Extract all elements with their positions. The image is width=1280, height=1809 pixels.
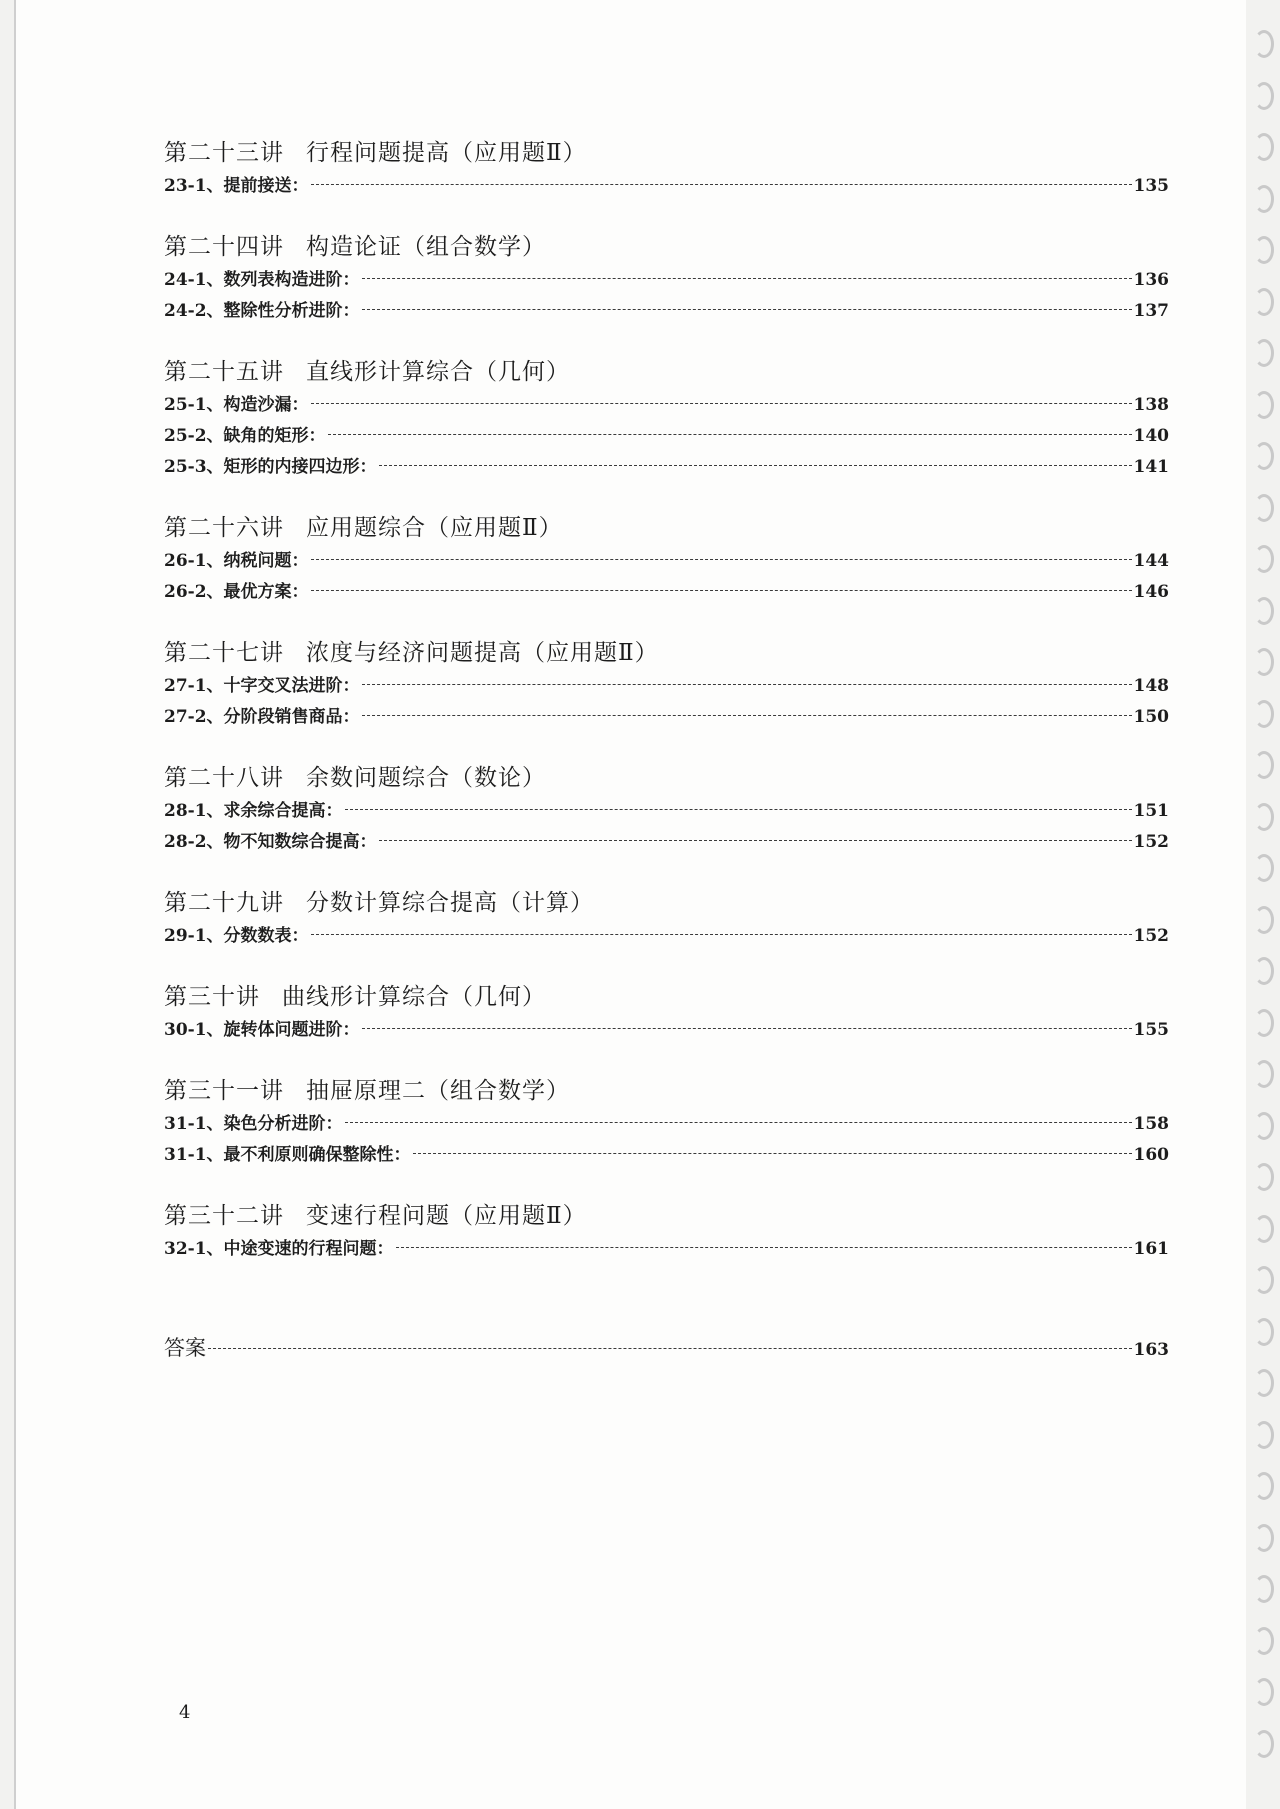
lecture-title: 抽屉原理二（组合数学） <box>306 1078 570 1104</box>
section-heading[interactable] <box>164 513 1169 543</box>
entry-label: 24-1、数列表构造进阶： <box>164 270 360 290</box>
toc-entry[interactable] <box>164 1015 1169 1046</box>
toc-entry[interactable] <box>164 1234 1169 1265</box>
entry-page-number: 151 <box>1133 801 1169 821</box>
table-of-contents <box>164 138 1169 1295</box>
lecture-title: 浓度与经济问题提高（应用题Ⅱ） <box>306 640 659 666</box>
entry-page-number: 155 <box>1133 1020 1169 1040</box>
toc-entry[interactable] <box>164 702 1169 733</box>
lecture-title: 直线形计算综合（几何） <box>306 359 570 385</box>
binding-ring <box>1254 1112 1274 1140</box>
toc-entry[interactable] <box>164 1109 1169 1140</box>
binding-ring <box>1254 1627 1274 1655</box>
section-heading[interactable] <box>164 982 1169 1012</box>
dot-leader <box>413 1153 1132 1154</box>
binding-ring <box>1254 1524 1274 1552</box>
binding-ring <box>1254 545 1274 573</box>
dot-leader <box>362 309 1132 310</box>
dot-leader <box>208 1348 1132 1349</box>
toc-entry[interactable] <box>164 546 1169 577</box>
binding-ring <box>1254 391 1274 419</box>
document-page <box>14 0 1246 1809</box>
lecture-title: 构造论证（组合数学） <box>306 234 546 260</box>
binding-ring <box>1254 803 1274 831</box>
binding-ring <box>1254 1472 1274 1500</box>
entry-page-number: 150 <box>1133 707 1169 727</box>
lecture-title: 分数计算综合提高（计算） <box>306 890 594 916</box>
dot-leader <box>362 684 1132 685</box>
binding-ring <box>1254 1575 1274 1603</box>
dot-leader <box>362 715 1132 716</box>
entry-page-number: 136 <box>1133 270 1169 290</box>
entry-label: 31-1、最不利原则确保整除性： <box>164 1145 411 1165</box>
toc-section <box>164 763 1169 858</box>
dot-leader <box>345 809 1132 810</box>
binding-ring <box>1254 700 1274 728</box>
lecture-title: 曲线形计算综合（几何） <box>282 984 546 1010</box>
binding-ring <box>1254 1215 1274 1243</box>
dot-leader <box>311 403 1132 404</box>
dot-leader <box>362 1028 1132 1029</box>
binding-ring <box>1254 1678 1274 1706</box>
lecture-title: 变速行程问题（应用题Ⅱ） <box>306 1203 587 1229</box>
binding-ring <box>1254 1421 1274 1449</box>
toc-section <box>164 638 1169 733</box>
lecture-number: 第三十二讲 <box>164 1203 284 1229</box>
entry-page-number: 158 <box>1133 1114 1169 1134</box>
section-heading[interactable] <box>164 888 1169 918</box>
entry-page-number: 138 <box>1133 395 1169 415</box>
binding-ring <box>1254 1369 1274 1397</box>
binding-ring <box>1254 82 1274 110</box>
binding-ring <box>1254 339 1274 367</box>
toc-section <box>164 888 1169 952</box>
entry-page-number: 152 <box>1133 926 1169 946</box>
section-heading[interactable] <box>164 138 1169 168</box>
toc-section <box>164 1201 1169 1265</box>
entry-label: 25-2、缺角的矩形： <box>164 426 326 446</box>
binding-ring <box>1254 494 1274 522</box>
entry-label: 25-1、构造沙漏： <box>164 395 309 415</box>
lecture-number: 第二十七讲 <box>164 640 284 666</box>
section-heading[interactable] <box>164 638 1169 668</box>
toc-entry[interactable] <box>164 390 1169 421</box>
section-heading[interactable] <box>164 1201 1169 1231</box>
binding-ring <box>1254 648 1274 676</box>
entry-page-number: 148 <box>1133 676 1169 696</box>
toc-entry[interactable] <box>164 796 1169 827</box>
dot-leader <box>362 278 1132 279</box>
lecture-title: 余数问题综合（数论） <box>306 765 546 791</box>
entry-label: 27-2、分阶段销售商品： <box>164 707 360 727</box>
toc-entry[interactable] <box>164 421 1169 452</box>
section-heading[interactable] <box>164 1076 1169 1106</box>
toc-entry[interactable] <box>164 827 1169 858</box>
entry-label: 30-1、旋转体问题进阶： <box>164 1020 360 1040</box>
entry-label: 24-2、整除性分析进阶： <box>164 301 360 321</box>
section-heading[interactable] <box>164 763 1169 793</box>
entry-label: 32-1、中途变速的行程问题： <box>164 1239 394 1259</box>
toc-entry[interactable] <box>164 1140 1169 1171</box>
entry-page-number: 144 <box>1133 551 1169 571</box>
answer-page-number: 163 <box>1133 1340 1169 1360</box>
entry-page-number: 146 <box>1133 582 1169 602</box>
entry-page-number: 161 <box>1133 1239 1169 1259</box>
toc-entry[interactable] <box>164 265 1169 296</box>
toc-answer-entry[interactable] <box>164 1331 1169 1365</box>
toc-entry[interactable] <box>164 171 1169 202</box>
entry-label: 28-2、物不知数综合提高： <box>164 832 377 852</box>
lecture-number: 第二十八讲 <box>164 765 284 791</box>
toc-section <box>164 982 1169 1046</box>
toc-section <box>164 513 1169 608</box>
section-heading[interactable] <box>164 232 1169 262</box>
binding-ring <box>1254 1318 1274 1346</box>
lecture-number: 第三十一讲 <box>164 1078 284 1104</box>
entry-page-number: 140 <box>1133 426 1169 446</box>
entry-page-number: 141 <box>1133 457 1169 477</box>
lecture-title: 行程问题提高（应用题Ⅱ） <box>306 140 587 166</box>
lecture-number: 第二十四讲 <box>164 234 284 260</box>
entry-label: 26-1、纳税问题： <box>164 551 309 571</box>
lecture-number: 第二十三讲 <box>164 140 284 166</box>
binding-ring <box>1254 1163 1274 1191</box>
binding-ring <box>1254 442 1274 470</box>
binding-ring <box>1254 957 1274 985</box>
answer-label: 答案 <box>164 1336 206 1360</box>
toc-entry[interactable] <box>164 671 1169 702</box>
dot-leader <box>396 1247 1132 1248</box>
binding-ring <box>1254 597 1274 625</box>
binding-ring <box>1254 236 1274 264</box>
toc-entry[interactable] <box>164 296 1169 327</box>
entry-page-number: 137 <box>1133 301 1169 321</box>
lecture-number: 第二十六讲 <box>164 515 284 541</box>
binding-ring <box>1254 288 1274 316</box>
entry-label: 23-1、提前接送： <box>164 176 309 196</box>
toc-section <box>164 138 1169 202</box>
toc-section <box>164 1076 1169 1171</box>
binding-ring <box>1254 30 1274 58</box>
entry-label: 25-3、矩形的内接四边形： <box>164 457 377 477</box>
dot-leader <box>311 184 1132 185</box>
toc-entry[interactable] <box>164 452 1169 483</box>
entry-page-number: 135 <box>1133 176 1169 196</box>
toc-entry[interactable] <box>164 577 1169 608</box>
entry-label: 26-2、最优方案： <box>164 582 309 602</box>
entry-label: 29-1、分数数表： <box>164 926 309 946</box>
binding-ring <box>1254 1009 1274 1037</box>
entry-label: 31-1、染色分析进阶： <box>164 1114 343 1134</box>
dot-leader <box>328 434 1132 435</box>
dot-leader <box>345 1122 1132 1123</box>
section-heading[interactable] <box>164 357 1169 387</box>
binding-ring <box>1254 1730 1274 1758</box>
binding-ring <box>1254 854 1274 882</box>
page-number: 4 <box>179 1702 191 1723</box>
entry-label: 27-1、十字交叉法进阶： <box>164 676 360 696</box>
binding-ring <box>1254 751 1274 779</box>
lecture-number: 第二十九讲 <box>164 890 284 916</box>
binding-ring <box>1254 906 1274 934</box>
toc-entry[interactable] <box>164 921 1169 952</box>
dot-leader <box>311 590 1132 591</box>
dot-leader <box>379 840 1132 841</box>
dot-leader <box>311 934 1132 935</box>
entry-label: 28-1、求余综合提高： <box>164 801 343 821</box>
binding-ring <box>1254 1060 1274 1088</box>
entry-page-number: 160 <box>1133 1145 1169 1165</box>
toc-section <box>164 232 1169 327</box>
lecture-title: 应用题综合（应用题Ⅱ） <box>306 515 563 541</box>
toc-section <box>164 357 1169 483</box>
dot-leader <box>311 559 1132 560</box>
dot-leader <box>379 465 1132 466</box>
lecture-number: 第三十讲 <box>164 984 260 1010</box>
entry-page-number: 152 <box>1133 832 1169 852</box>
binding-ring <box>1254 133 1274 161</box>
lecture-number: 第二十五讲 <box>164 359 284 385</box>
spiral-binding <box>1250 30 1276 1790</box>
binding-ring <box>1254 185 1274 213</box>
binding-ring <box>1254 1266 1274 1294</box>
